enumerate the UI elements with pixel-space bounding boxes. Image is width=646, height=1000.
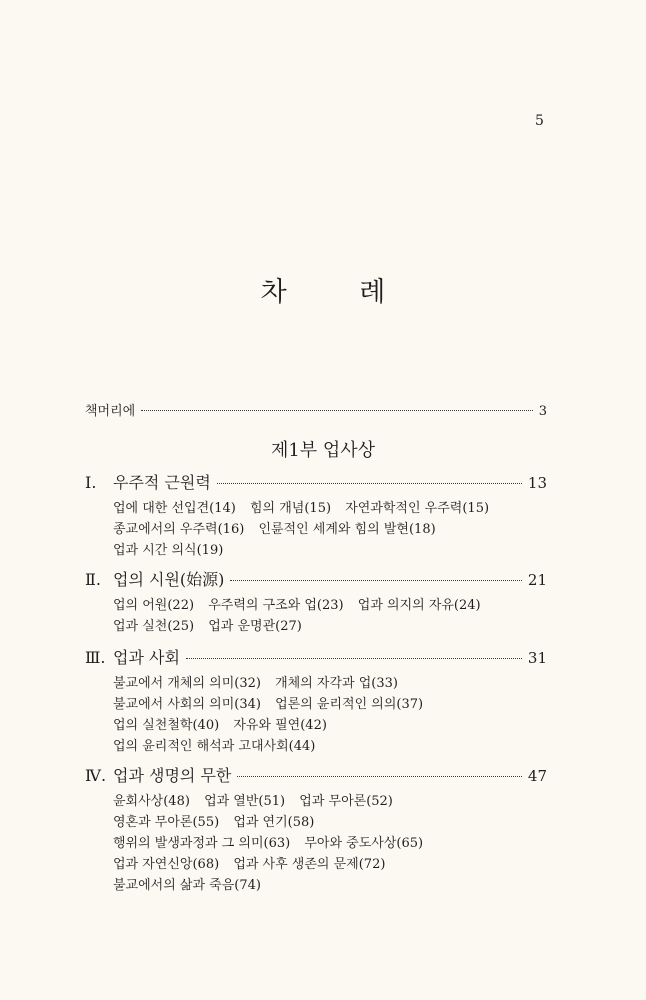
chapter-page: 47 bbox=[527, 767, 547, 785]
subsection-item: 업과 연기(58) bbox=[233, 815, 315, 830]
chapter-heading bbox=[85, 470, 211, 493]
subsection-item: 불교에서 사회의 의미(34) bbox=[113, 697, 261, 712]
part-title: 제1부 업사상 bbox=[270, 440, 376, 461]
chapter-title: 우주적 근원력 bbox=[113, 473, 211, 492]
chapter-heading bbox=[85, 567, 224, 590]
subsection-item: 행위의 발생과정과 그 의미(63) bbox=[113, 836, 291, 851]
subsection-line bbox=[113, 594, 491, 613]
chapter-heading bbox=[85, 763, 231, 786]
dot-leader bbox=[186, 658, 522, 659]
chapter-heading bbox=[85, 645, 180, 668]
chapter-page: 31 bbox=[527, 649, 547, 667]
subsection-item: 자유와 필연(42) bbox=[233, 718, 327, 733]
subsection-item: 자연과학적인 우주력(15) bbox=[345, 501, 490, 516]
subsection-line bbox=[113, 735, 325, 754]
toc-chapter-1 bbox=[85, 470, 547, 493]
page-title: 차 례 bbox=[260, 277, 418, 308]
subsection-item: 무아와 중도사상(65) bbox=[304, 836, 424, 851]
toc-entry-page: 3 bbox=[538, 404, 547, 419]
subsection-item: 불교에서의 삶과 죽음(74) bbox=[113, 878, 261, 893]
subsection-item: 업과 사후 생존의 문제(72) bbox=[233, 857, 386, 872]
subsection-item: 업과 운명관(27) bbox=[208, 619, 302, 634]
chapter-numeral: Ⅱ. bbox=[85, 570, 101, 589]
subsection-item: 우주력의 구조와 업(23) bbox=[208, 598, 344, 613]
subsection-line bbox=[113, 518, 446, 537]
subsection-item: 업과 실천(25) bbox=[113, 619, 195, 634]
subsection-item: 힘의 개념(15) bbox=[250, 501, 332, 516]
subsection-item: 업론의 윤리적인 의의(37) bbox=[275, 697, 424, 712]
toc-entry-preface bbox=[85, 400, 547, 419]
subsection-item: 업과 시간 의식(19) bbox=[113, 543, 224, 558]
subsection-item: 윤회사상(48) bbox=[113, 794, 190, 809]
subsection-line bbox=[113, 714, 337, 733]
subsection-line bbox=[113, 790, 403, 809]
subsection-item: 업의 실천철학(40) bbox=[113, 718, 220, 733]
chapter-title: 업의 시원(始源) bbox=[113, 570, 225, 589]
subsection-line bbox=[113, 497, 499, 516]
chapter-title: 업과 사회 bbox=[113, 648, 180, 667]
subsection-item: 업과 무아론(52) bbox=[299, 794, 393, 809]
subsection-line bbox=[113, 874, 271, 893]
subsection-item: 개체의 자각과 업(33) bbox=[275, 676, 398, 691]
subsection-item: 영혼과 무아론(55) bbox=[113, 815, 220, 830]
subsection-item: 업과 자연신앙(68) bbox=[113, 857, 220, 872]
toc-chapter-2 bbox=[85, 567, 547, 590]
dot-leader bbox=[141, 410, 532, 411]
dot-leader bbox=[230, 580, 522, 581]
chapter-title: 업과 생명의 무한 bbox=[113, 766, 232, 785]
toc-chapter-4 bbox=[85, 763, 547, 786]
subsection-item: 종교에서의 우주력(16) bbox=[113, 522, 245, 537]
subsection-line bbox=[113, 811, 324, 830]
chapter-numeral: Ⅰ. bbox=[85, 473, 97, 492]
subsection-line bbox=[113, 832, 433, 851]
chapter-numeral: Ⅳ. bbox=[85, 766, 107, 785]
toc-entry-label: 책머리에 bbox=[85, 404, 136, 419]
subsection-line bbox=[113, 615, 312, 634]
subsection-item: 인륜적인 세계와 힘의 발현(18) bbox=[258, 522, 436, 537]
subsection-item: 업의 어원(22) bbox=[113, 598, 195, 613]
chapter-page: 13 bbox=[527, 474, 547, 492]
subsection-item: 업에 대한 선입견(14) bbox=[113, 501, 236, 516]
subsection-item: 업과 열반(51) bbox=[204, 794, 286, 809]
subsection-line bbox=[113, 672, 408, 691]
subsection-item: 불교에서 개체의 의미(32) bbox=[113, 676, 261, 691]
dot-leader bbox=[237, 776, 522, 777]
subsection-line bbox=[113, 539, 233, 558]
subsection-line bbox=[113, 853, 395, 872]
chapter-page: 21 bbox=[527, 571, 547, 589]
chapter-numeral: Ⅲ. bbox=[85, 648, 106, 667]
toc-chapter-3 bbox=[85, 645, 547, 668]
page-number: 5 bbox=[535, 113, 544, 129]
subsection-line bbox=[113, 693, 433, 712]
subsection-item: 업의 윤리적인 해석과 고대사회(44) bbox=[113, 739, 316, 754]
dot-leader bbox=[217, 483, 522, 484]
subsection-item: 업과 의지의 자유(24) bbox=[357, 598, 481, 613]
